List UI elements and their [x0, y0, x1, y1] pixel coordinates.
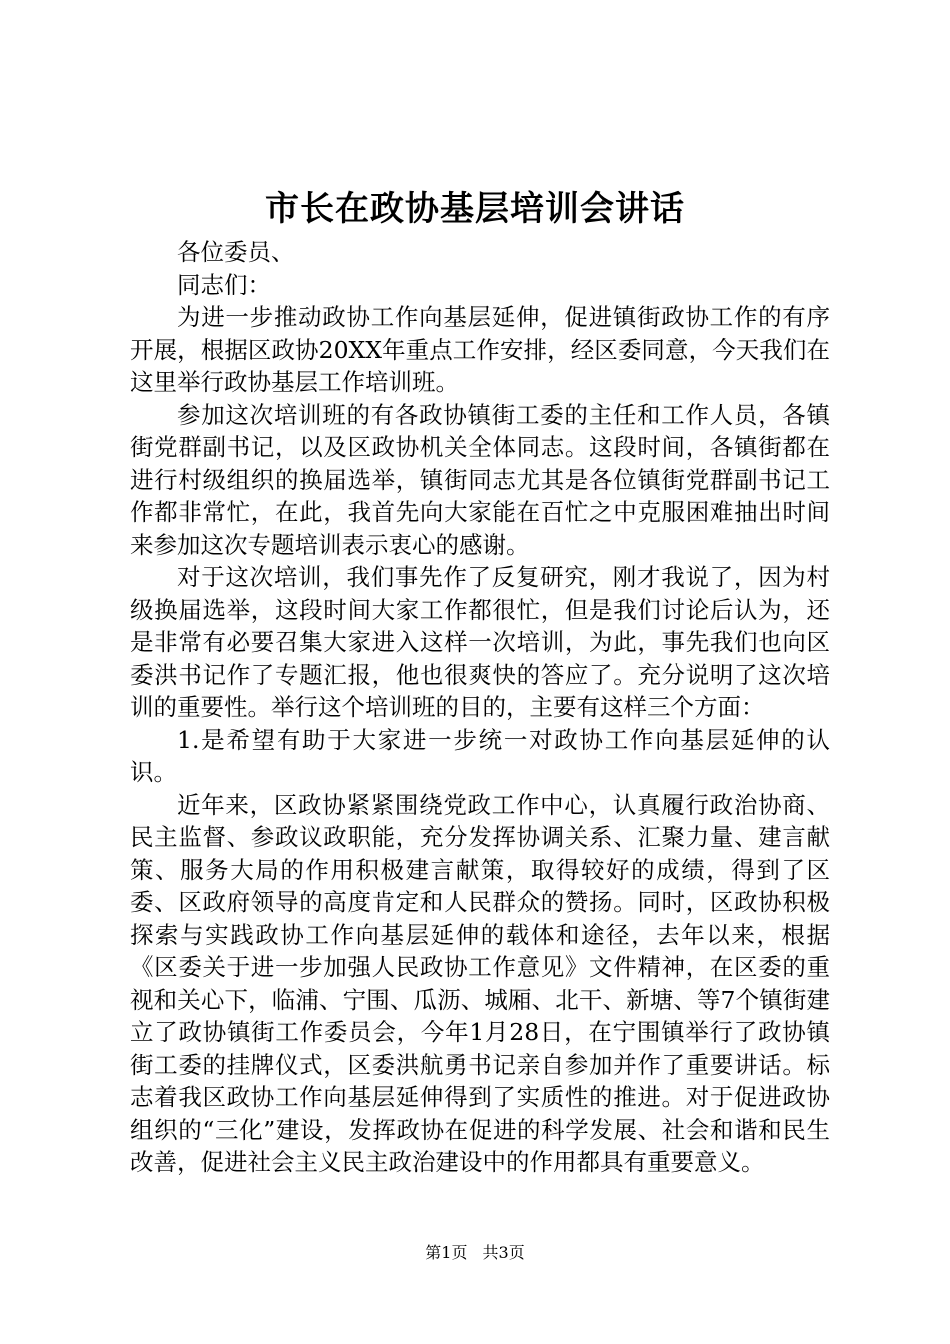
- paragraph-purpose: 对于这次培训，我们事先作了反复研究，刚才我说了，因为村级换届选举，这段时间大家工作都很忙，但是我们讨论后认为，还是非常有必要召集大家进入这样一次培训，为此，事先我们也向区委洪书记作了专题汇报，他也很爽快的答应了。充分说明了这次培训的重要性。举行这个培训班的目的，主要有这样三个方面：: [130, 563, 830, 721]
- document-body: [130, 236, 830, 1179]
- document-title: 市长在政协基层培训会讲话: [265, 189, 685, 229]
- salutation-line-2: 同志们：: [177, 270, 271, 299]
- page-number: 第1页: [425, 1243, 468, 1262]
- paragraph-intro: 为进一步推动政协工作向基层延伸，促进镇街政协工作的有序开展，根据区政协20XX年重点工作安排，经区委同意，今天我们在这里举行政协基层工作培训班。: [130, 303, 830, 396]
- page-footer: [0, 1242, 950, 1264]
- paragraph-background: 近年来，区政协紧紧围绕党政工作中心，认真履行政治协商、民主监督、参政议政职能，充分发挥协调关系、汇聚力量、建言献策、服务大局的作用积极建言献策，取得较好的成绩，得到了区委、区政府领导的高度肯定和人民群众的赞扬。同时，区政协积极探索与实践政协工作向基层延伸的载体和途径，去年以来，根据《区委关于进一步加强人民政协工作意见》文件精神，在区委的重视和关心下，临浦、宁围、瓜沥、城厢、北干、新塘、等7个镇街建立了政协镇街工作委员会，今年1月28日，在宁围镇举行了政协镇街工委的挂牌仪式，区委洪航勇书记亲自参加并作了重要讲话。标志着我区政协工作向基层延伸得到了实质性的推进。对于促进政协组织的“三化”建设，发挥政协在促进的科学发展、社会和谐和民生改善，促进社会主义民主政治建设中的作用都具有重要意义。: [130, 790, 830, 1176]
- salutation-line-1: 各位委员、: [177, 238, 295, 266]
- page-total: 共3页: [482, 1243, 525, 1262]
- paragraph-point-1: 1.是希望有助于大家进一步统一对政协工作向基层延伸的认识。: [130, 725, 830, 786]
- paragraph-attendees: 参加这次培训班的有各政协镇街工委的主任和工作人员，各镇街党群副书记，以及区政协机关全体同志。这段时间，各镇街都在进行村级组织的换届选举，镇街同志尤其是各位镇街党群副书记工作都非常忙，在此，我首先向大家能在百忙之中克服困难抽出时间来参加这次专题培训表示衷心的感谢。: [130, 400, 830, 559]
